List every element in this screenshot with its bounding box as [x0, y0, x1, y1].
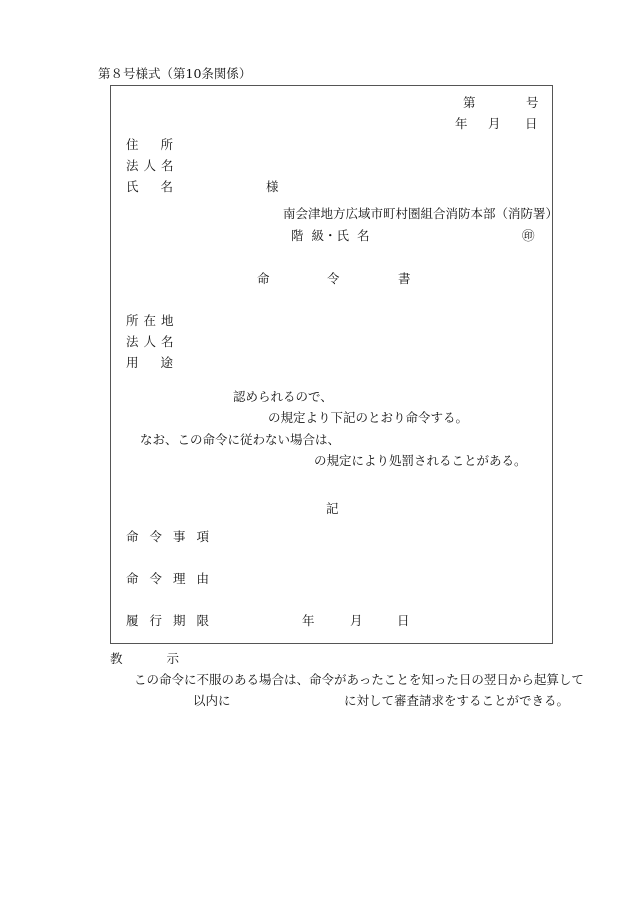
honorific: 様: [266, 179, 279, 194]
person-name-label: 氏 名: [126, 179, 174, 194]
location-label: 所 在 地: [126, 313, 174, 328]
deadline-year: 年: [302, 613, 315, 628]
notice-line-2b: に対して審査請求をすることができる。: [344, 693, 570, 708]
deadline-month: 月: [350, 613, 363, 628]
issuer-rank-name-label: 階 級・氏 名: [291, 228, 370, 243]
form-frame: [110, 85, 553, 644]
notice-line-2a: 以内に: [193, 693, 231, 708]
doc-title-char-3: 書: [398, 271, 411, 286]
body-line-3: なお、この命令に従わない場合は、: [140, 432, 341, 447]
date-month: 月: [488, 116, 501, 131]
address-label: 住 所: [126, 137, 174, 152]
issuer-organization: 南会津地方広域市町村圏組合消防本部（消防署）: [283, 206, 559, 221]
body-line-2: の規定より下記のとおり命令する。: [268, 410, 469, 425]
notice-line-1: この命令に不服のある場合は、命令があったことを知った日の翌日から起算して: [134, 672, 584, 687]
corp-name-label: 法 人 名: [126, 158, 174, 173]
form-title: 第８号様式（第10条関係）: [98, 66, 252, 81]
date-day: 日: [525, 116, 538, 131]
body-line-1: 認められるので、: [233, 389, 333, 404]
deadline-label: 履 行 期 限: [126, 613, 210, 628]
seal-mark: ㊞: [522, 228, 535, 243]
order-matters-label: 命 令 事 項: [126, 529, 210, 544]
notice-label: 教 示: [110, 651, 180, 666]
doc-title-char-2: 令: [327, 271, 340, 286]
use-label: 用 途: [126, 355, 174, 370]
order-reason-label: 命 令 理 由: [126, 571, 210, 586]
date-year: 年: [455, 116, 468, 131]
deadline-day: 日: [397, 613, 410, 628]
subject-corp-label: 法 人 名: [126, 334, 174, 349]
number-prefix: 第: [463, 95, 476, 110]
doc-title-char-1: 命: [257, 271, 270, 286]
body-line-4: の規定により処罰されることがある。: [314, 453, 527, 468]
record-heading: 記: [326, 501, 339, 516]
number-suffix: 号: [526, 95, 539, 110]
